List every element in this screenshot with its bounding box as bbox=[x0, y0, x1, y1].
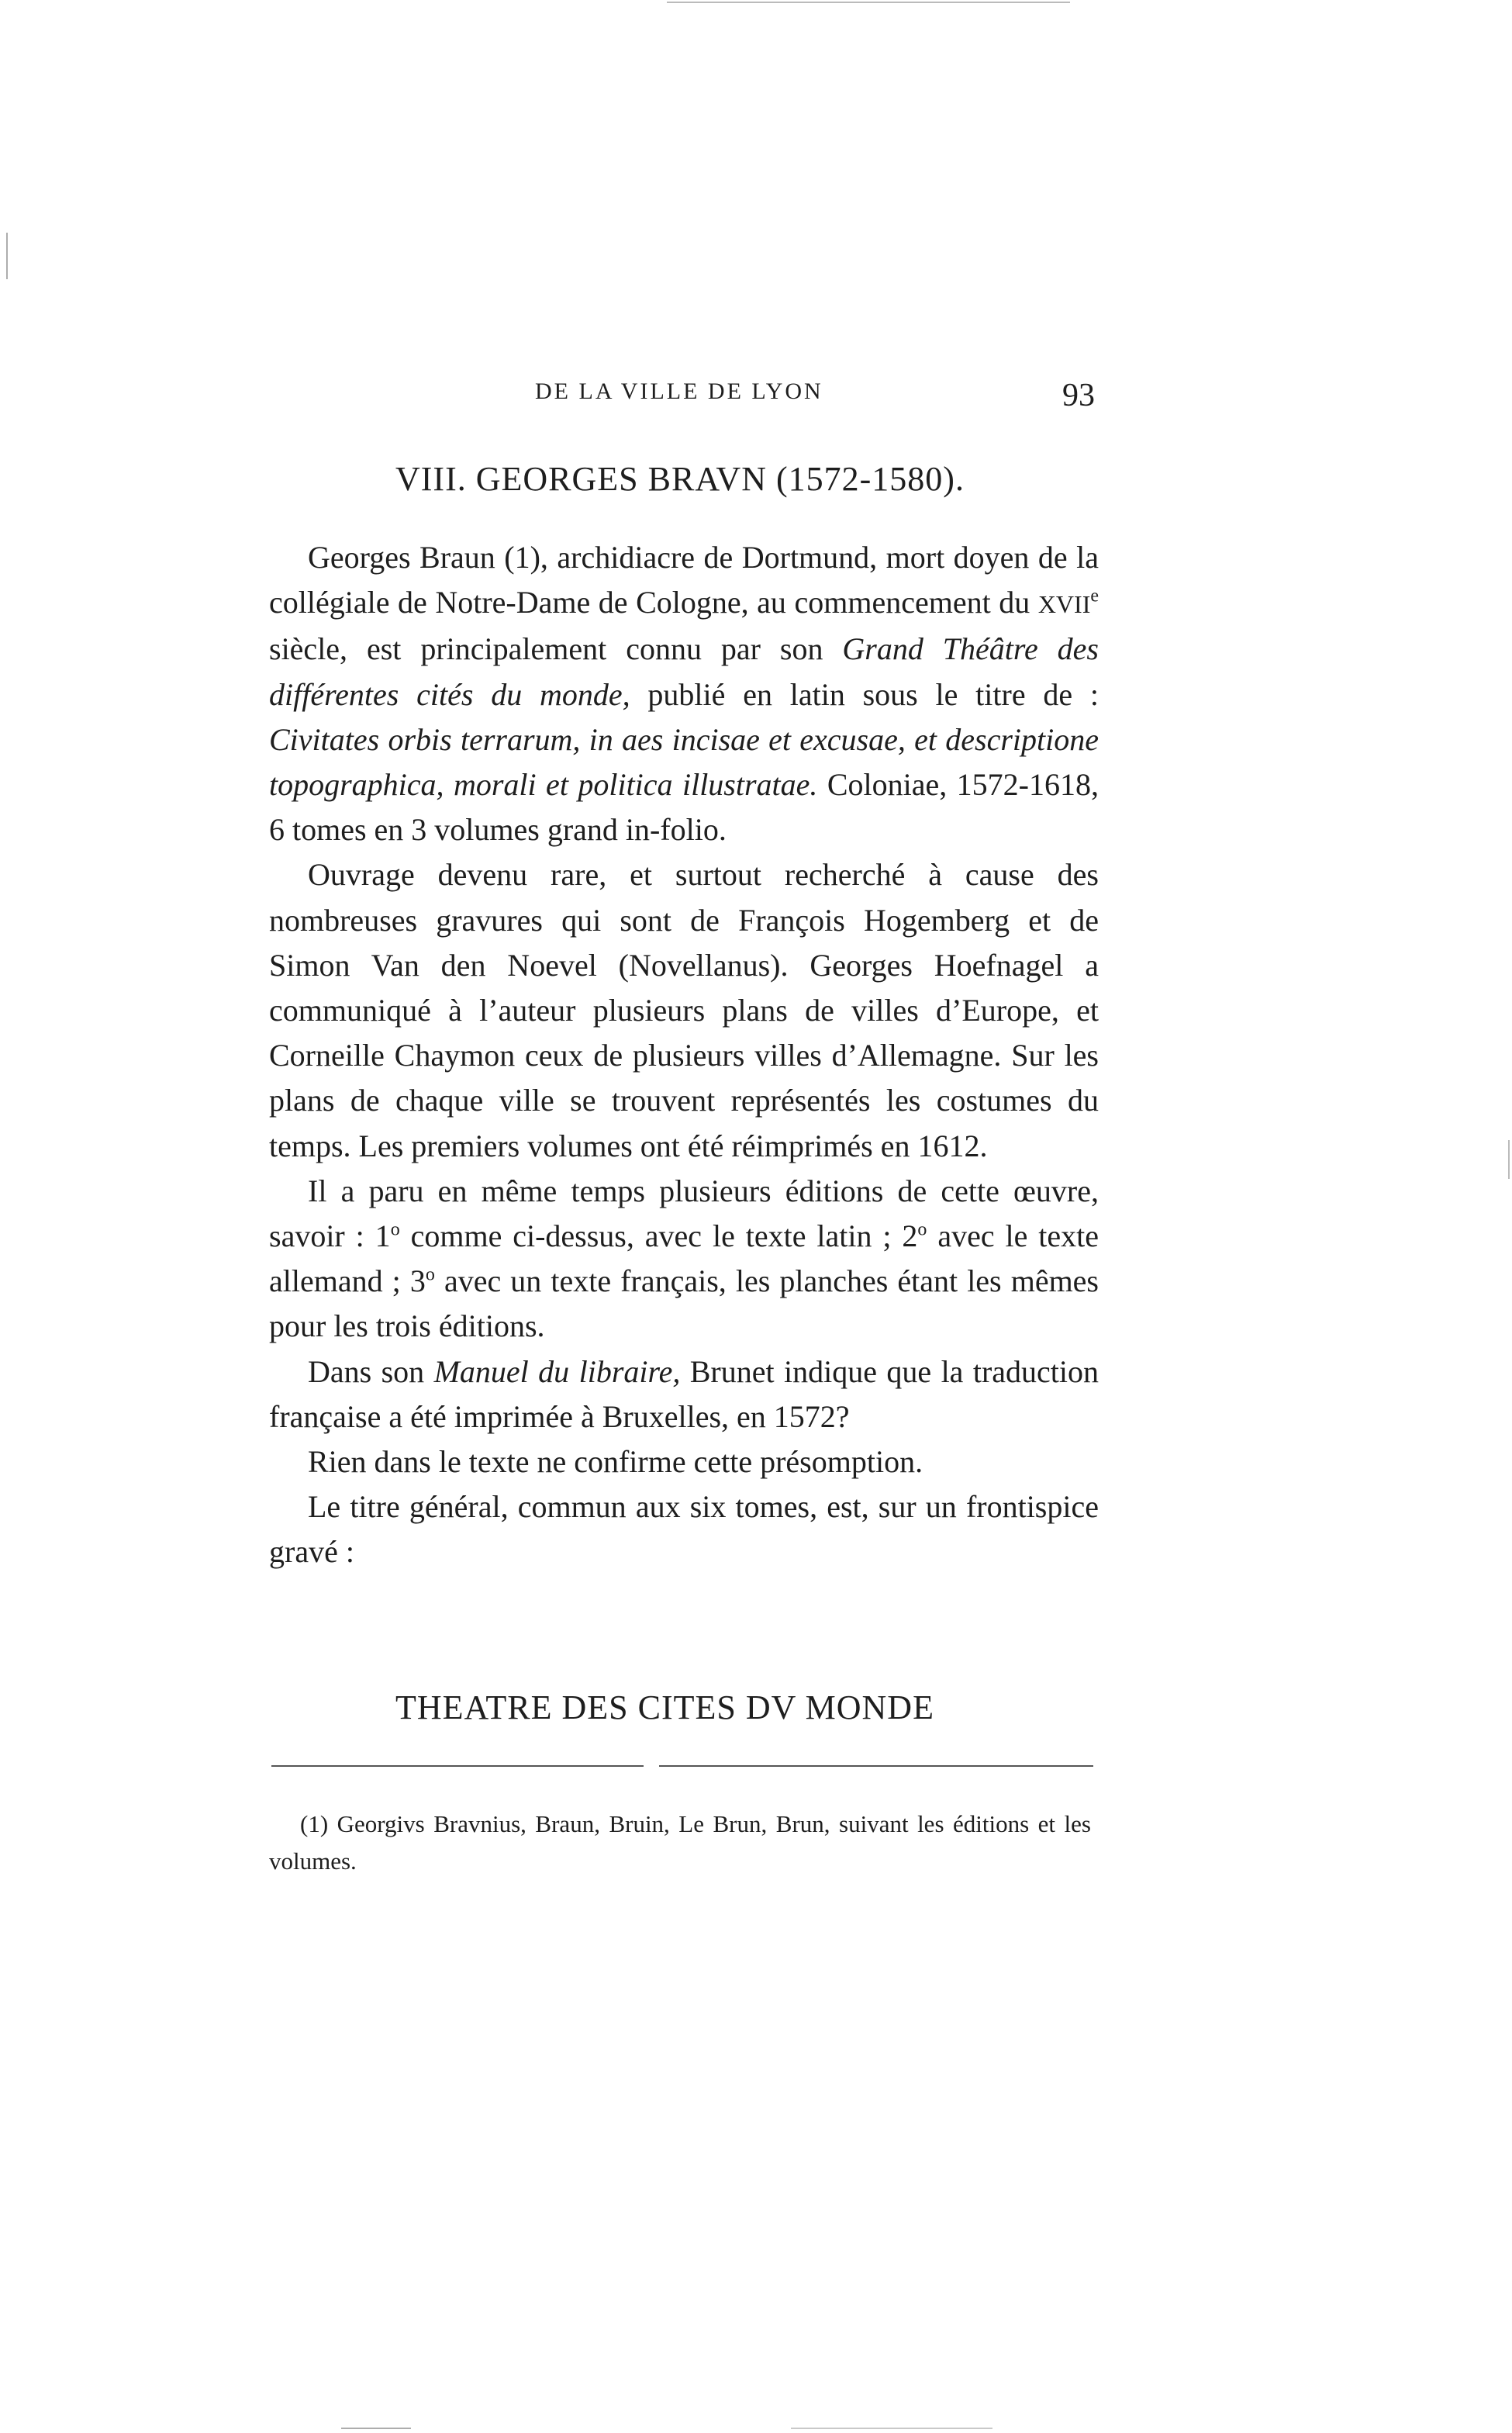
paragraph-3: Il a paru en même temps plusieurs éditions de cette œuvre, savoir : 1$^o$ comme ci-dessus, avec le texte latin ; 2$^o$ avec le texte allemand ; 3$^o$ avec un texte français, les planches étant les mêmes pour les trois éditions. bbox=[269, 1173, 1099, 1344]
scan-mark-left bbox=[6, 233, 8, 279]
footnote bbox=[269, 1806, 1091, 1880]
paragraph-5: Rien dans le texte ne confirme cette présomption. bbox=[308, 1444, 923, 1480]
title-manuel-du-libraire: Manuel du libraire, bbox=[433, 1353, 681, 1389]
paragraph-2: Ouvrage devenu rare, et surtout recherché à cause des nombreuses gravures qui sont de François Hogemberg et de Simon Van den Noevel (Novellanus). Georges Hoefnagel a communiqué à l’auteur plusieurs plans de villes d’Europe, et Corneille Chaymon ceux de plusieurs villes d’Allemagne. Sur les plans de chaque ville se trouvent représentés les costumes du temps. Les premiers volumes ont été réimprimés en 1612. bbox=[269, 857, 1099, 1163]
body-text bbox=[269, 535, 1099, 1575]
latin-title: Civitates orbis terrarum, in aes incisae et excusae, et descriptione topographica, morali et politica illustratae. bbox=[269, 721, 1099, 803]
paragraph-4: Dans son Manuel du libraire, Brunet indique que la traduction française a été imprimée à Bruxelles, en 1572? bbox=[269, 1353, 1099, 1434]
running-header: DE LA VILLE DE LYON bbox=[535, 378, 823, 404]
frontispiece-title: THEATRE DES CITES DV MONDE bbox=[395, 1688, 934, 1726]
scan-mark-top bbox=[667, 2, 1070, 3]
footnote-1: (1) Georgivs Bravnius, Braun, Bruin, Le Brun, Brun, suivant les éditions et les volumes. bbox=[269, 1810, 1091, 1875]
scan-mark-bottom-right bbox=[791, 2428, 992, 2429]
section-title: VIII. GEORGES BRAVN (1572-1580). bbox=[395, 460, 965, 498]
scan-mark-bottom-left bbox=[341, 2428, 411, 2429]
paragraph-6: Le titre général, commun aux six tomes, est, sur un frontispice gravé : bbox=[269, 1489, 1099, 1570]
paragraph-1: Georges Braun (1), archidiacre de Dortmund, mort doyen de la collégiale de Notre-Dame de Cologne, au commencement du XVIIe siècle, est principalement connu par son Grand Théâtre des différentes cités du monde, publié en latin sous le titre de : Civitates orbis terrarum, in aes incisae et excusae, et descriptione topographica, morali et politica illustratae. Coloniae, 1572-1618, 6 tomes en 3 volumes grand in-folio. bbox=[269, 540, 1099, 848]
title-grand-theatre: Grand Théâtre des différentes cités du monde, bbox=[269, 631, 1099, 712]
page-number: 93 bbox=[1062, 378, 1095, 413]
footnote-rule-right bbox=[659, 1765, 1093, 1767]
scan-mark-right bbox=[1508, 1140, 1510, 1179]
footnote-rule-left bbox=[271, 1765, 644, 1767]
